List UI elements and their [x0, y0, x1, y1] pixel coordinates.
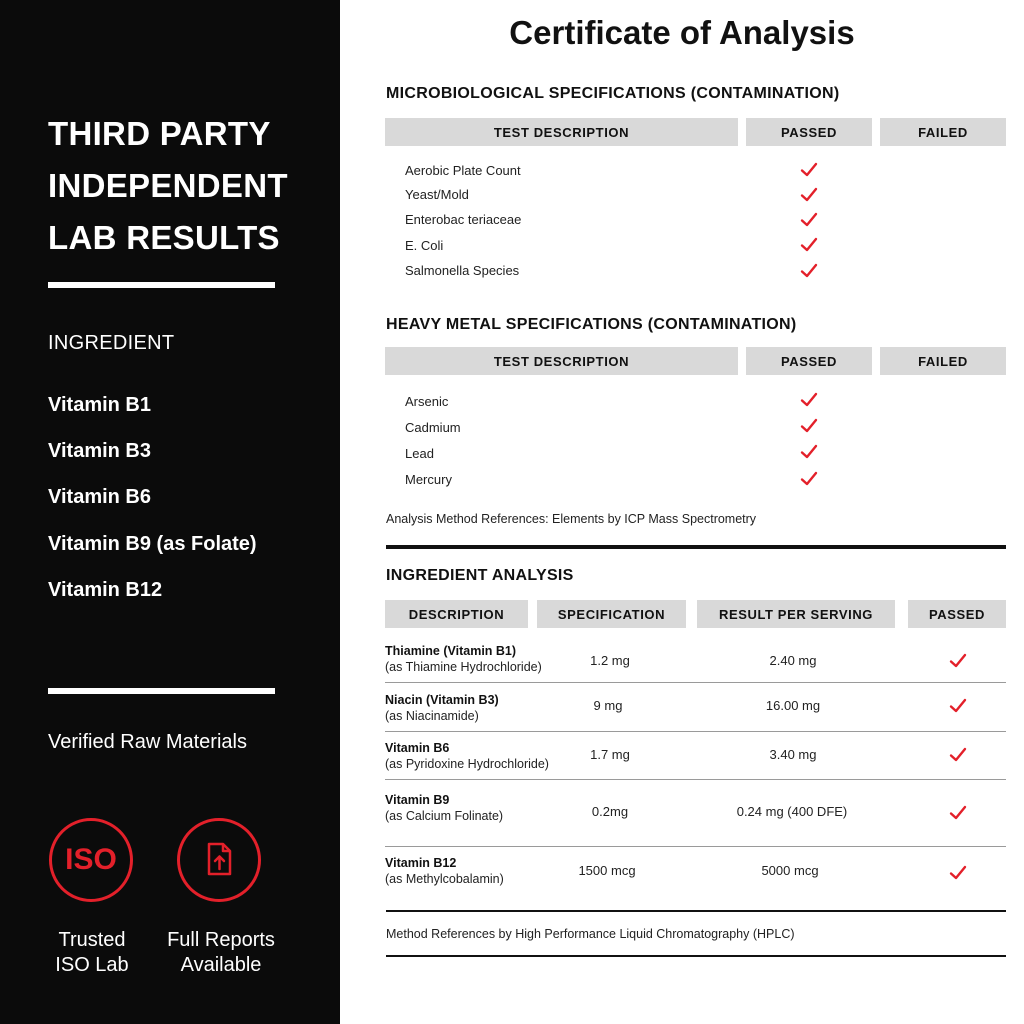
ingredient-analysis-title: INGREDIENT ANALYSIS: [386, 567, 574, 584]
headline-line-3: LAB RESULTS: [48, 219, 280, 256]
ia-row-spec: 0.2mg: [591, 804, 629, 819]
row-divider: [385, 682, 1006, 683]
ia-row-name: Vitamin B12: [385, 856, 457, 870]
metal-header-passed: PASSED: [746, 347, 872, 375]
ingredient-item: Vitamin B6: [48, 486, 151, 509]
ingredient-heading: INGREDIENT: [48, 332, 175, 354]
ia-row-name: Vitamin B6: [385, 741, 450, 755]
file-upload-icon: [177, 818, 261, 902]
row-divider: [385, 846, 1006, 847]
ia-row-spec: 1.2 mg: [590, 653, 630, 668]
iso-label-line: Trusted: [58, 929, 126, 951]
section-divider: [386, 545, 1006, 549]
ia-row-form: (as Calcium Folinate): [385, 809, 504, 823]
ia-row-description: [385, 740, 549, 772]
ia-row-description: [385, 792, 503, 824]
ia-row-result: 0.24 mg (400 DFE): [736, 804, 848, 819]
metal-header-failed: FAILED: [880, 347, 1006, 375]
iso-label-line: ISO Lab: [55, 954, 129, 976]
metal-row-label: Mercury: [405, 472, 452, 487]
micro-header-description: TEST DESCRIPTION: [385, 118, 738, 146]
ia-row-form: (as Pyridoxine Hydrochloride): [385, 757, 549, 771]
ia-row-spec: 1500 mcg: [578, 863, 636, 878]
check-icon: [800, 262, 818, 280]
ia-row-result: 16.00 mg: [765, 698, 821, 713]
metal-row-label: Cadmium: [405, 420, 461, 435]
check-icon: [800, 417, 818, 435]
check-icon: [949, 746, 967, 764]
headline-line-1: THIRD PARTY: [48, 115, 271, 152]
ingredient-item: Vitamin B9 (as Folate): [48, 532, 257, 555]
iso-badge-label: [22, 928, 162, 978]
check-icon: [949, 864, 967, 882]
check-icon: [949, 652, 967, 670]
ia-row-description: [385, 643, 542, 675]
check-icon: [800, 443, 818, 461]
headline: [48, 108, 318, 264]
check-icon: [800, 161, 818, 179]
micro-section-title: MICROBIOLOGICAL SPECIFICATIONS (CONTAMINATION): [386, 85, 840, 102]
ia-row-result: 5000 mcg: [761, 863, 819, 878]
ia-row-result: 2.40 mg: [769, 653, 817, 668]
ia-row-name: Vitamin B9: [385, 793, 450, 807]
row-divider: [385, 731, 1006, 732]
ia-row-result: 3.40 mg: [769, 747, 817, 762]
micro-row-label: Salmonella Species: [405, 263, 520, 278]
verified-raw-materials: Verified Raw Materials: [48, 731, 247, 753]
metal-method-note: Analysis Method References: Elements by ICP Mass Spectrometry: [386, 512, 757, 526]
iso-badge-icon: [49, 818, 133, 902]
ia-row-name: Thiamine (Vitamin B1): [385, 644, 517, 658]
metal-row-label: Lead: [405, 446, 434, 461]
reports-badge-label: [151, 928, 291, 978]
check-icon: [800, 391, 818, 409]
ingredient-item: Vitamin B1: [48, 394, 151, 416]
ingredient-item: Vitamin B12: [48, 578, 163, 601]
ia-row-description: [385, 855, 504, 887]
ia-row-form: (as Methylcobalamin): [385, 872, 504, 886]
page-title: Certificate of Analysis: [509, 14, 855, 51]
iso-badge-text: ISO: [65, 843, 117, 876]
row-divider: [385, 779, 1006, 780]
check-icon: [949, 697, 967, 715]
left-panel: [0, 0, 340, 1024]
check-icon: [800, 470, 818, 488]
ia-header-result: RESULT PER SERVING: [697, 600, 895, 628]
metal-section-title: HEAVY METAL SPECIFICATIONS (CONTAMINATION): [386, 316, 797, 333]
ia-row-spec: 1.7 mg: [590, 747, 630, 762]
reports-label-line: Available: [180, 954, 262, 976]
divider: [48, 282, 275, 288]
micro-row-label: Aerobic Plate Count: [405, 163, 521, 178]
ia-row-form: (as Thiamine Hydrochloride): [385, 660, 542, 674]
ia-header-description: DESCRIPTION: [385, 600, 528, 628]
micro-row-label: Yeast/Mold: [405, 187, 469, 202]
check-icon: [800, 211, 818, 229]
micro-header-passed: PASSED: [746, 118, 872, 146]
ia-row-spec: 9 mg: [593, 698, 623, 713]
ia-header-passed: PASSED: [908, 600, 1006, 628]
check-icon: [800, 236, 818, 254]
headline-line-2: INDEPENDENT: [48, 167, 288, 204]
reports-label-line: Full Reports: [167, 929, 275, 951]
check-icon: [949, 804, 967, 822]
table-bottom-rule: [386, 910, 1006, 912]
ia-row-form: (as Niacinamide): [385, 709, 479, 723]
file-upload-glyph: [201, 840, 237, 880]
micro-row-label: E. Coli: [405, 238, 444, 253]
ia-row-name: Niacin (Vitamin B3): [385, 693, 499, 707]
micro-row-label: Enterobac teriaceae: [405, 212, 522, 227]
micro-header-failed: FAILED: [880, 118, 1006, 146]
ingredient-list: [48, 392, 257, 623]
hplc-method-note: Method References by High Performance Liquid Chromatography (HPLC): [386, 927, 795, 941]
metal-header-description: TEST DESCRIPTION: [385, 347, 738, 375]
divider: [48, 688, 275, 694]
metal-row-label: Arsenic: [405, 394, 449, 409]
check-icon: [800, 186, 818, 204]
ingredient-item: Vitamin B3: [48, 440, 151, 463]
ia-row-description: [385, 692, 499, 724]
footer-rule: [386, 955, 1006, 957]
ia-header-specification: SPECIFICATION: [537, 600, 686, 628]
